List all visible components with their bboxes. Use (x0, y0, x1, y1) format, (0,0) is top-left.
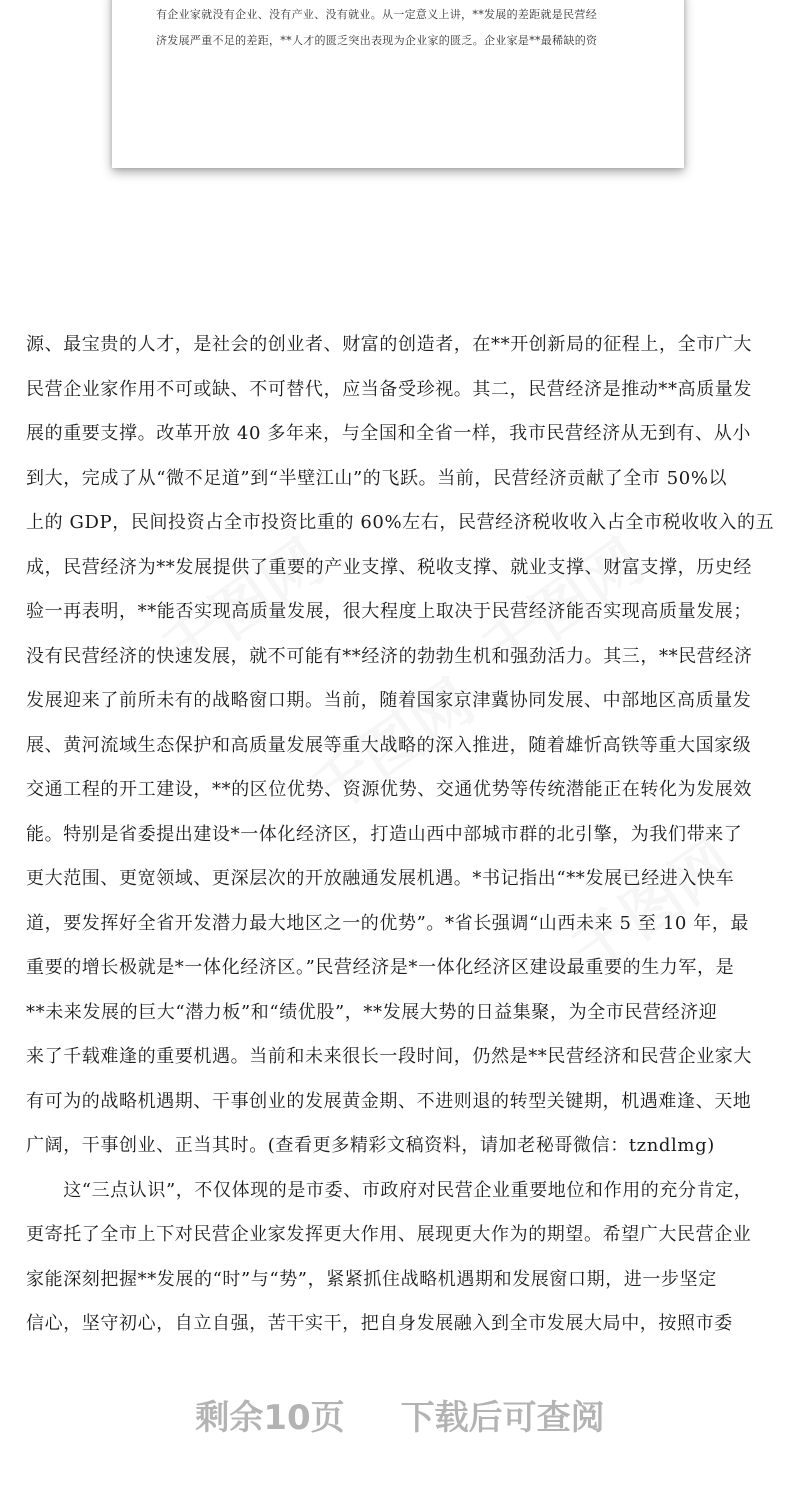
download-to-view-text: 下载后可查阅 (400, 1398, 605, 1438)
text-line: 民营企业家作用不可或缺、不可替代，应当备受珍视。其二，民营经济是推动**高质量发 (26, 378, 752, 400)
text-line: 验一再表明，**能否实现高质量发展，很大程度上取决于民营经济能否实现高质量发展； (26, 601, 752, 622)
text-line: 广阔，干事创业、正当其时。(查看更多精彩文稿资料，请加老秘哥微信：tzndlmg) (26, 1135, 715, 1156)
text-line: 道，要发挥好全省开发潜力最大地区之一的优势”。*省长强调“山西未来 5 至 10 年，最 (26, 912, 750, 934)
text-line: 成，民营经济为**发展提供了重要的产业支撑、税收支撑、就业支撑、财富支撑，历史经 (26, 556, 752, 578)
text-line: 源、最宝贵的人才，是社会的创业者、财富的创造者，在**开创新局的征程上，全市广大 (26, 334, 752, 355)
preview-line: 有企业家就没有企业、没有产业、没有就业。从一定意义上讲，**发展的差距就是民营经 (156, 8, 597, 21)
remaining-pages-text: 剩余10页 (195, 1398, 345, 1438)
text-line: 能。特别是省委提出建设*一体化经济区，打造山西中部城市群的北引擎，为我们带来了 (26, 823, 743, 845)
text-line: 交通工程的开工建设，**的区位优势、资源优势、交通优势等传统潜能正在转化为发展效 (26, 779, 752, 800)
text-line: 来了千载难逢的重要机遇。当前和未来很长一段时间，仍然是**民营经济和民营企业家大 (26, 1046, 752, 1067)
preview-line: 济发展严重不足的差距，**人才的匮乏突出表现为企业家的匮乏。企业家是**最稀缺的资 (156, 34, 598, 47)
document-body (26, 323, 778, 1347)
text-line: 家能深刻把握**发展的“时”与“势”，紧紧抓住战略机遇期和发展窗口期，进一步坚定 (26, 1268, 717, 1290)
text-line: 更大范围、更宽领域、更深层次的开放融通发展机遇。*书记指出“**发展已经进入快车 (26, 868, 735, 889)
text-line: 更寄托了全市上下对民营企业家发挥更大作用、展现更大作为的期望。希望广大民营企业 (26, 1224, 752, 1245)
text-line: 展的重要支撑。改革开放 40 多年来，与全国和全省一样，我市民营经济从无到有、从小 (26, 423, 751, 444)
text-line: 到大，完成了从“微不足道”到“半壁江山”的飞跃。当前，民营经济贡献了全市 50%以 (26, 467, 728, 489)
text-line: 上的 GDP，民间投资占全市投资比重的 60%左右，民营经济税收收入占全市税收收入的五 (26, 512, 775, 533)
download-prompt-banner[interactable] (0, 1390, 800, 1439)
text-line: 发展迎来了前所未有的战略窗口期。当前，随着国家京津冀协同发展、中部地区高质量发 (26, 690, 752, 711)
text-line: 没有民营经济的快速发展，就不可能有**经济的勃勃生机和强劲活力。其三，**民营经济 (26, 645, 753, 667)
text-line: 信心，坚守初心，自立自强，苦干实干，把自身发展融入到全市发展大局中，按照市委 (26, 1313, 733, 1334)
text-line: 展、黄河流域生态保护和高质量发展等重大战略的深入推进，随着雄忻高铁等重大国家级 (26, 734, 752, 756)
text-line: 这“三点认识”，不仅体现的是市委、市政府对民营企业重要地位和作用的充分肯定， (26, 1179, 753, 1201)
text-line: 重要的增长极就是*一体化经济区。”民营经济是*一体化经济区建设最重要的生力军，是 (26, 957, 735, 978)
preview-page-card (112, 0, 684, 168)
text-line: 有可为的战略机遇期、干事创业的发展黄金期、不进则退的转型关键期，机遇难逢、天地 (26, 1090, 752, 1112)
text-line: **未来发展的巨大“潜力板”和“绩优股”，**发展大势的日益集聚，为全市民营经济迎 (26, 1001, 718, 1023)
